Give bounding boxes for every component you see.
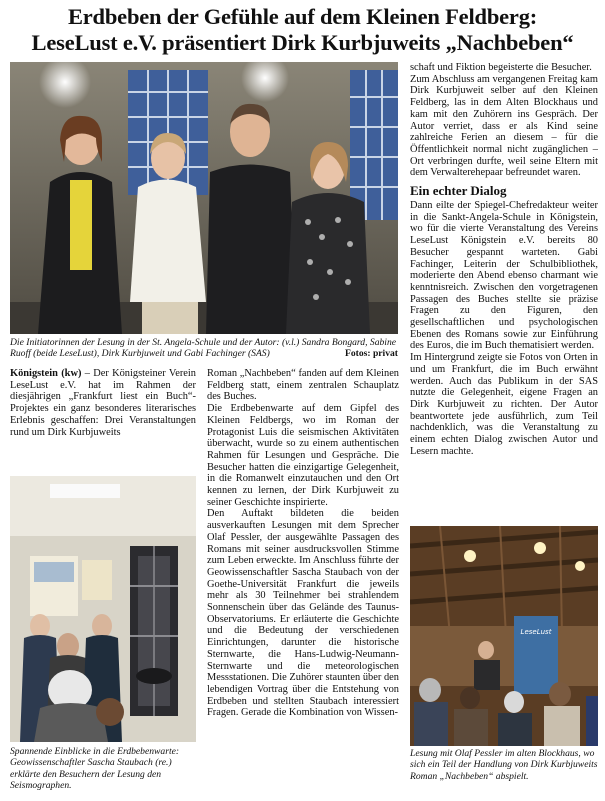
headline-line-1: Erdbeben der Gefühle auf dem Kleinen Feldberg: xyxy=(67,4,538,29)
dateline: Königstein (kw) xyxy=(10,368,82,379)
photo3-caption: Lesung mit Olaf Pessler im alten Blockhaus, wo sich ein Teil der Handlung von Dirk Kurbjuweits Roman „Nachbeben“ abspielt. xyxy=(410,748,598,782)
leselust-banner xyxy=(514,616,558,694)
col2-paragraph-1: Roman „Nachbeben“ fanden auf dem Kleinen Feldberg statt, einem zentralen Schauplatz des Buches. xyxy=(207,368,399,403)
col3-paragraph-1: schaft und Fiktion begeisterte die Besucher. xyxy=(410,62,592,73)
col2-paragraph-2: Die Erdbebenwarte auf dem Gipfel des Kleinen Feldbergs, wo im Roman der Protagonist Luis die seismischen Aktivitäten überwacht, wurde so zu einem authentischen Rahmen für Lesungen und Gespräche. Die Besucher hatten die einzigartige Gelegenheit, in die Romanwelt einzutauchen und den Ort kennen zu lernen, der Dirk Kurbjuweit zu seiner Geschichte inspirierte. xyxy=(207,403,399,508)
col3-paragraph-3: Dann eilte der Spiegel-Chefredakteur weiter in die Sankt-Angela-Schule in Königstein, wo für die vierte Veranstaltung des Vereins LeseLust Königstein e.V. bereits 80 Besucher gespannt warteten. Gabi Fachinger, Leiterin der Schulbibliothek, moderierte den Abend ebenso charmant wie kenntnisreich. Zwischen den vorgetragenen Passagen des Buches stellte sie präzise Fragen zu den Figuren, den gesellschaftlichen und psychologischen Ebenen des Romans sowie zur Einführung des Euros, die im Buch thematisiert werden. xyxy=(410,200,598,352)
col3-paragraph-4: Im Hintergrund zeigte sie Fotos von Orten in und um Frankfurt, die im Buch erwähnt werden. Auch das Publikum in der SAS nutzte die Gelegenheit, eigene Fragen an Dirk Kurbjuweit zu richten. Der Autor beantwortete jede ausführlich, zum Teil nachdenklich, was die Veranstaltung zu einem echten Dialog zwischen Autor und Lesern machte. xyxy=(410,352,598,457)
section-subheading: Ein echter Dialog xyxy=(410,183,507,199)
headline-line-2: LeseLust e.V. präsentiert Dirk Kurbjuweits „Nachbeben“ xyxy=(31,30,574,55)
article-headline xyxy=(6,4,599,56)
article-column-3 xyxy=(410,62,598,518)
photo1-caption-text: Die Initiatorinnen der Lesung in der St. Angela-Schule und der Autor: (v.l.) Sandra Bongard, Sabine Ruoff (beide LeseLust), Dirk Kurbjuweit und Gabi Fachinger (SAS) xyxy=(10,337,397,360)
photo-credit: Fotos: privat xyxy=(344,348,398,360)
article-column-1 xyxy=(10,368,196,466)
photo2-caption: Spannende Einblicke in die Erdbebenwarte: Geowissenschaftler Sascha Staubach (re.) erklärte den Besuchern der Lesung den Seismographen. xyxy=(10,746,180,791)
col2-paragraph-3: Den Auftakt bildeten die beiden ausverkauften Lesungen mit dem Sprecher Olaf Pessler, der ausgewählte Passagen des Romans mit seiner ausdrucksvollen Stimme zum Leben erweckte. Im Anschluss führte der Geowissenschaftler Sascha Staubach von der Goethe-Universität Frankfurt die jeweils mehr als 30 Teilnehmer bei strahlendem Sonnenschein über das Gelände des Taunus-Observatoriums. Er erläuterte die Geschichte und die Bedeutung der verschiedenen Einrichtungen, darunter die historische Sternwarte, die Hans-Ludwig-Neumann-Sternwarte und die meteorologischen Messstationen. Die Zuhörer staunten über den lebendigen Vortrag über die Entstehung von Erdbeben und stellten Staubach interessiert Fragen. Gerade die Kombination von Wissen- xyxy=(207,508,399,719)
col1-text: – Der Königsteiner Verein LeseLust e.V. hat im Rahmen der diesjährigen „Frankfurt liest ein Buch“-Projektes ein ganz besonderes literarisches Erlebnis geschaffen: Drei Veranstaltungen rund um Dirk Kurbjuweits xyxy=(10,368,196,438)
blockhouse-reading-photo xyxy=(410,526,598,746)
photo1-caption xyxy=(10,337,398,360)
article-column-2 xyxy=(207,368,399,796)
group-portrait-photo xyxy=(10,62,398,334)
seismograph-device xyxy=(130,546,178,716)
banner-text: LeseLust xyxy=(520,628,552,636)
col3-paragraph-2: Zum Abschluss am vergangenen Freitag kam Dirk Kurbjuweit selber auf den Kleinen Feldberg, las in dem Alten Blockhaus und kam mit den Zuhörern ins Gespräch. Der Autor verriet, dass er als Kind seine zahlreiche Ferien an diesem – für die Öffentlichkeit normal nicht zugänglichen – Ort verbringen durfte, weil seine Eltern mit dem Verwalterehepaar befreundet waren. xyxy=(410,73,598,179)
seismograph-photo xyxy=(10,476,196,742)
